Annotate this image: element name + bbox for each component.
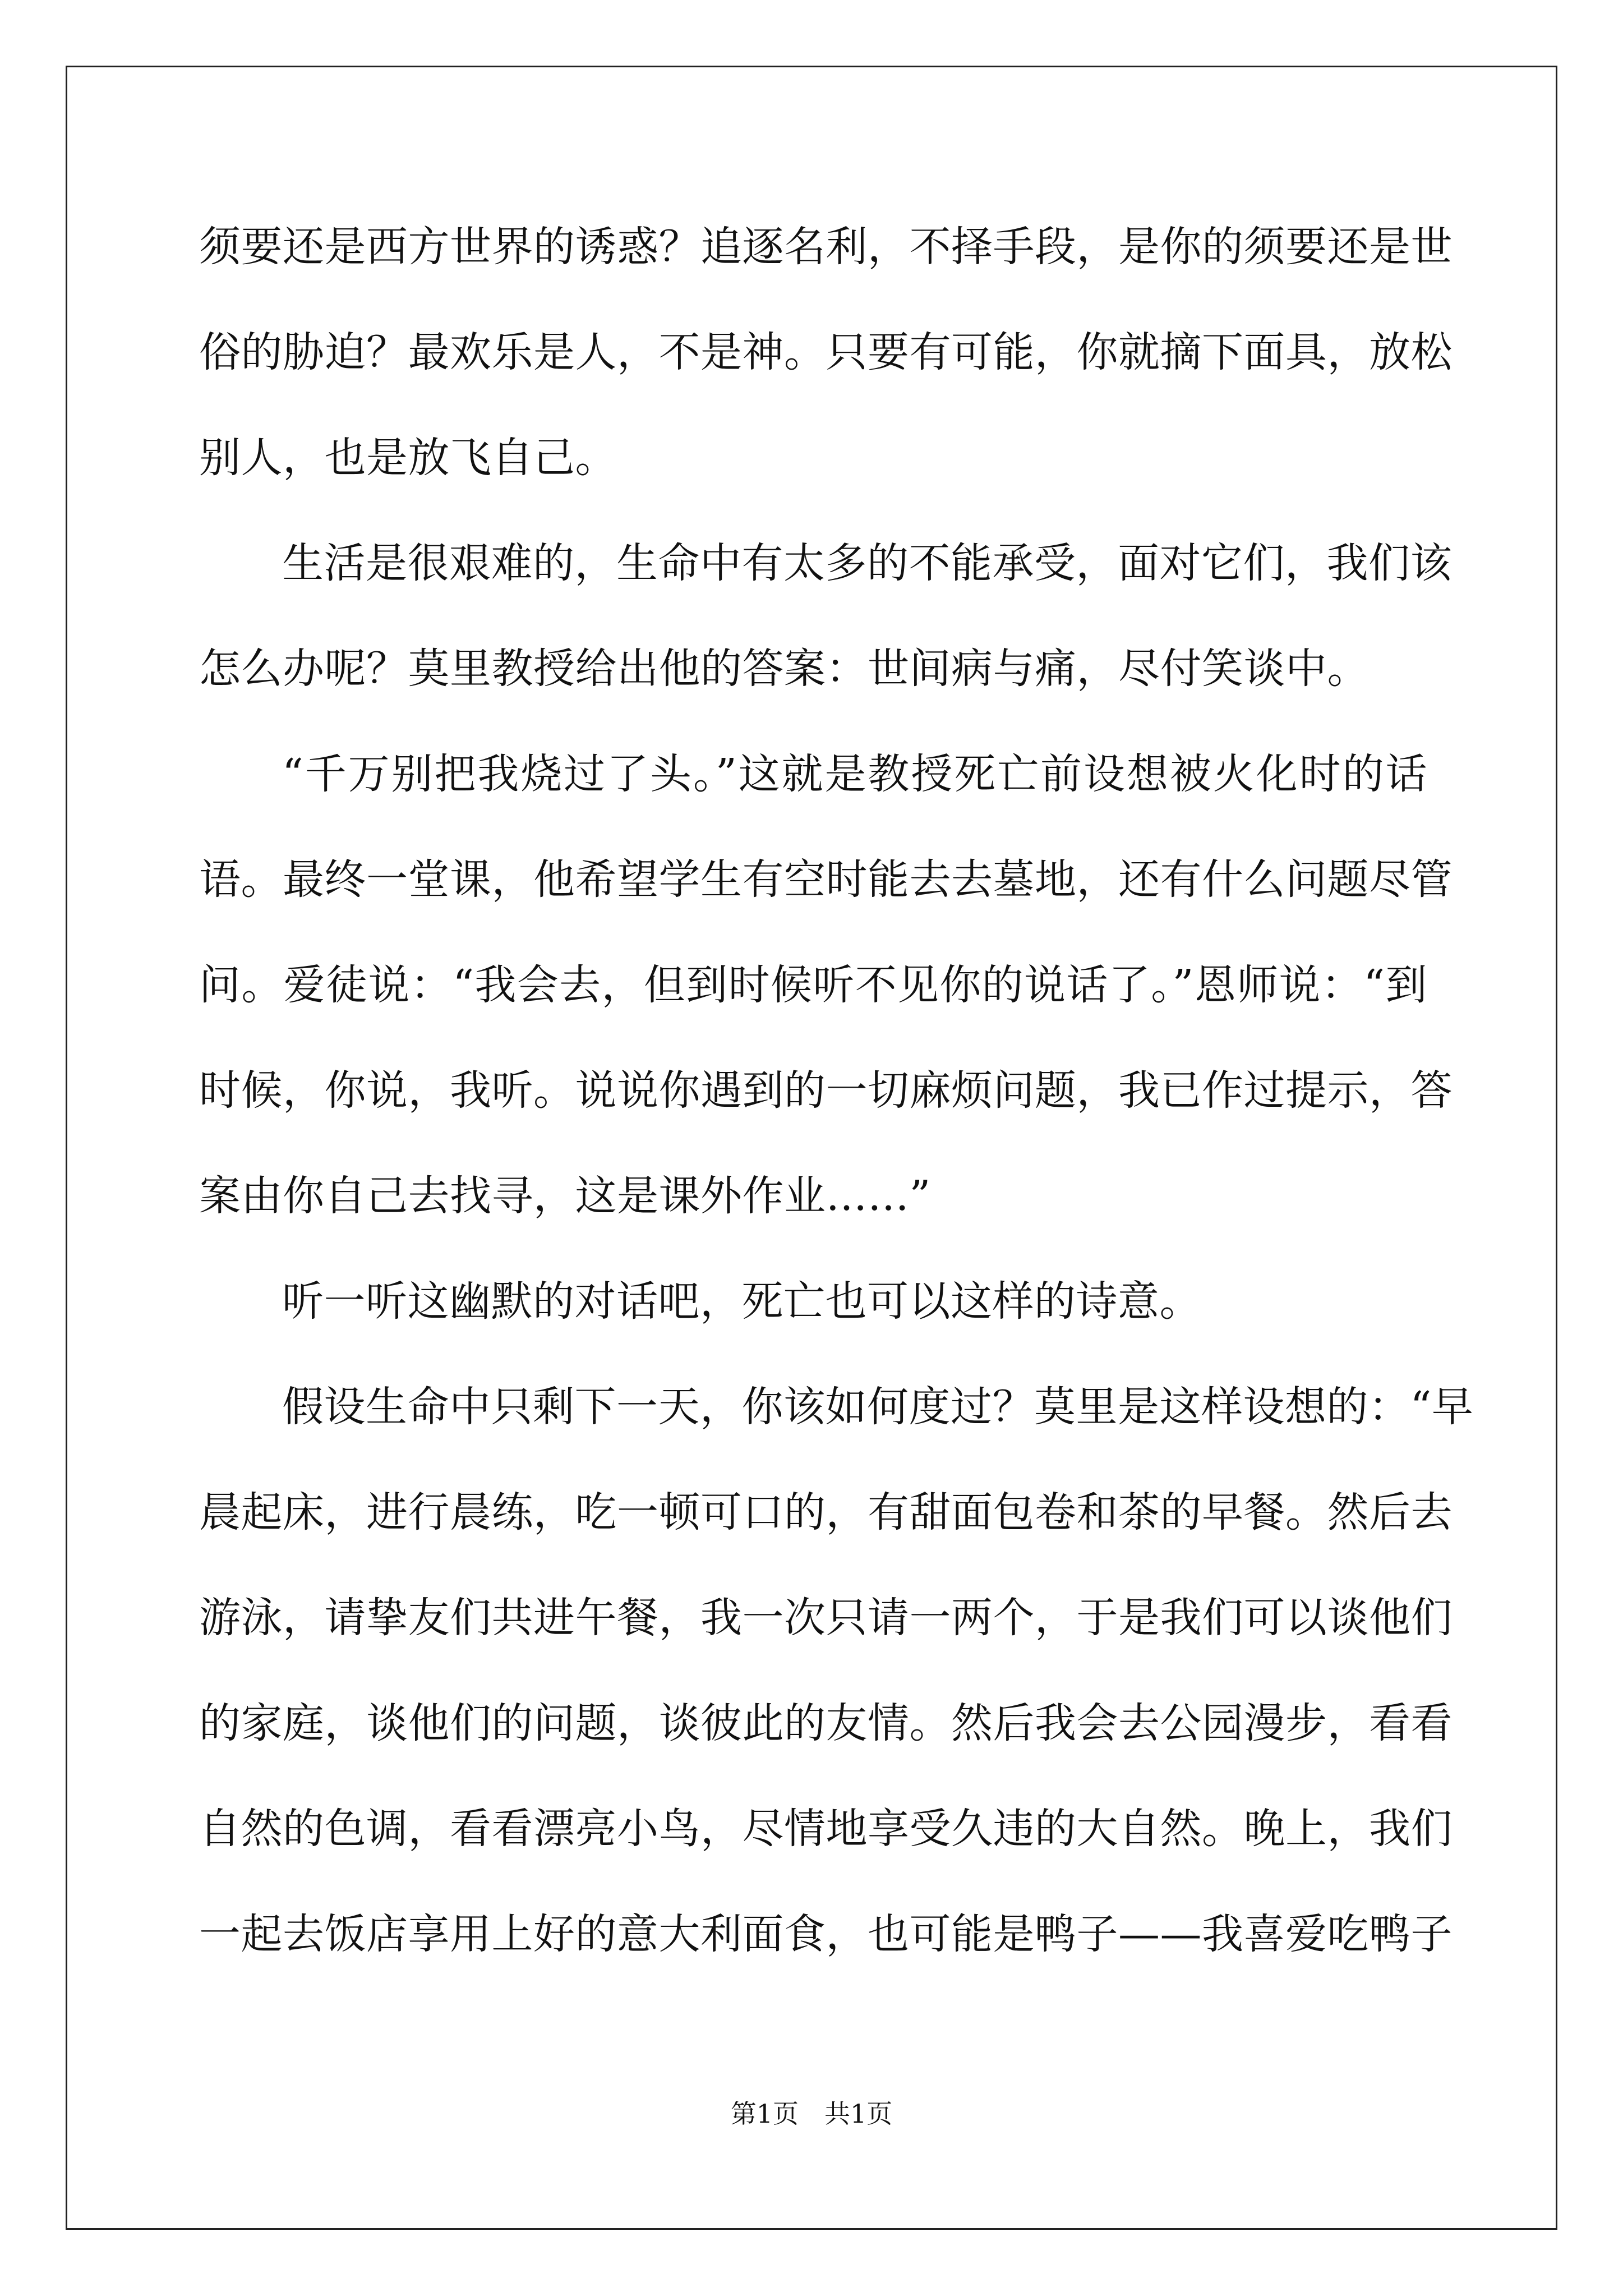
text-line-15: 的家庭，谈他们的问题，谈彼此的友情。然后我会去公园漫步，看看 — [199, 1699, 1453, 1747]
text-line-9: 时候，你说，我听。说说你遇到的一切麻烦问题，我已作过提示，答 — [199, 1066, 1453, 1115]
text-line-16: 自然的色调，看看漂亮小鸟，尽情地享受久违的大自然。晚上，我们 — [199, 1805, 1453, 1853]
text-line-3: 别人，也是放飞自己。 — [199, 434, 617, 482]
page-total: 共1页 — [824, 2099, 893, 2129]
text-line-11: 听一听这幽默的对话吧，死亡也可以这样的诗意。 — [282, 1277, 1201, 1326]
text-line-7: 语。最终一堂课，他希望学生有空时能去去墓地，还有什么问题尽管 — [199, 855, 1453, 904]
page-number: 第1页 — [730, 2099, 799, 2129]
text-line-14: 游泳，请挚友们共进午餐，我一次只请一两个，于是我们可以谈他们 — [199, 1594, 1453, 1642]
document-body — [199, 213, 1474, 2006]
text-line-6: “千万别把我烧过了头。”这就是教授死亡前设想被火化时的话 — [282, 750, 1427, 798]
text-line-4: 生活是很艰难的，生命中有太多的不能承受，面对它们，我们该 — [282, 539, 1452, 587]
text-line-12: 假设生命中只剩下一天，你该如何度过？莫里是这样设想的：“早 — [282, 1383, 1474, 1431]
text-line-10: 案由你自己去找寻，这是课外作业……” — [199, 1172, 931, 1220]
text-line-17: 一起去饭店享用上好的意大利面食，也可能是鸭子——我喜爱吃鸭子 — [199, 1910, 1453, 1958]
page-footer — [0, 2097, 1623, 2131]
text-line-8: 问。爱徒说：“我会去，但到时候听不见你的说话了。”恩师说：“到 — [199, 961, 1427, 1009]
text-line-13: 晨起床，进行晨练，吃一顿可口的，有甜面包卷和茶的早餐。然后去 — [199, 1488, 1453, 1536]
text-line-2: 俗的胁迫？最欢乐是人，不是神。只要有可能，你就摘下面具，放松 — [199, 328, 1453, 376]
text-line-1: 须要还是西方世界的诱惑？追逐名利，不择手段，是你的须要还是世 — [199, 223, 1453, 271]
text-line-5: 怎么办呢？莫里教授给出他的答案：世间病与痛，尽付笑谈中。 — [199, 645, 1369, 693]
